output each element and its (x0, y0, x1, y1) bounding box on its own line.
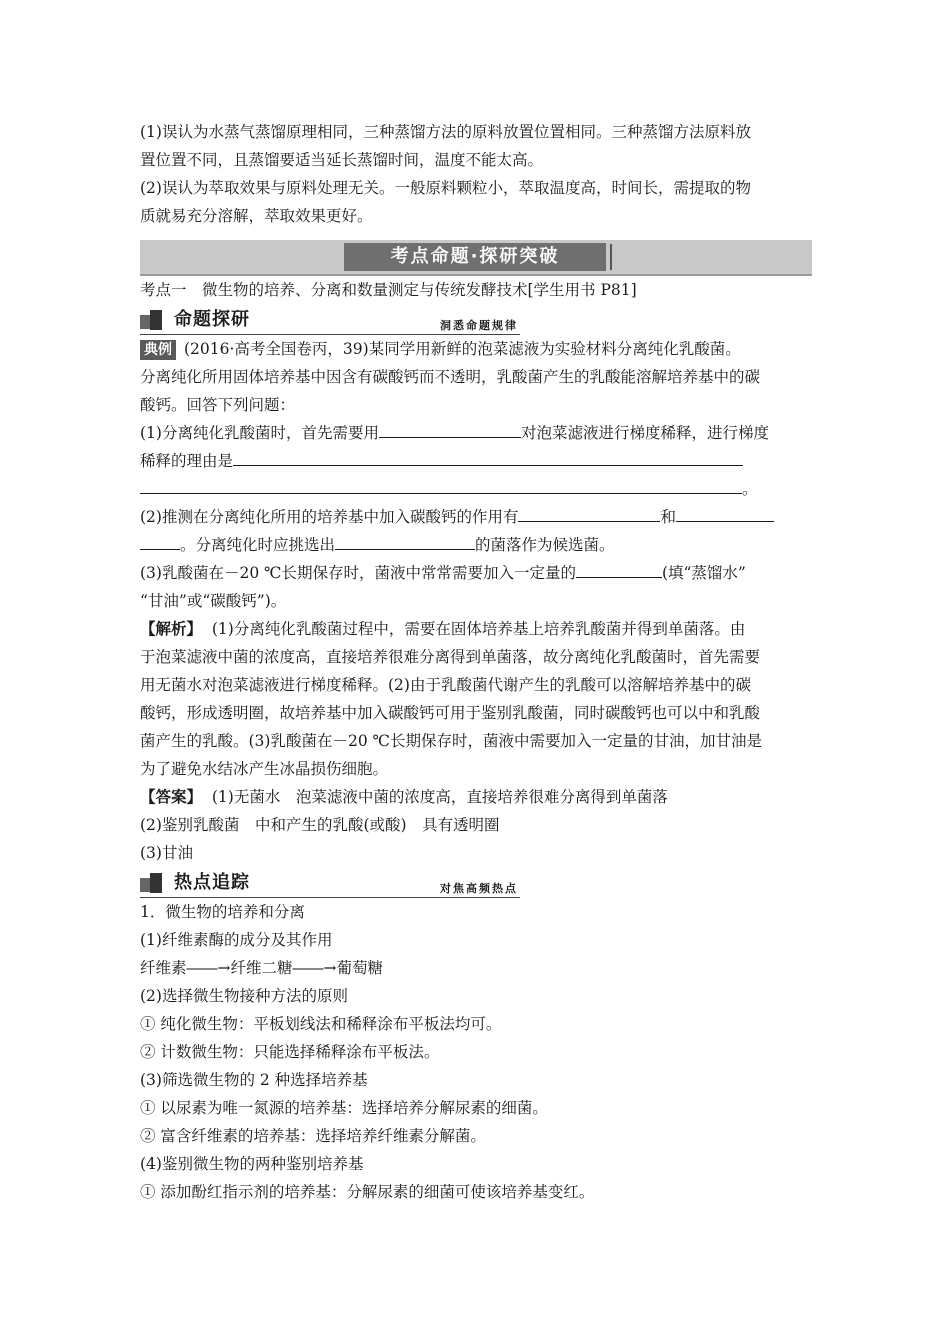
hot-line: (2)选择微生物接种方法的原则 (140, 987, 348, 1005)
banner-title: 考点命题·探研突破 (344, 243, 606, 271)
question-text: (填“蒸馏水” (661, 564, 746, 582)
analysis-line: 用无菌水对泡菜滤液进行梯度稀释。(2)由于乳酸菌代谢产生的乳酸可以溶解培养基中的碳 (140, 676, 751, 694)
answer-blank[interactable] (576, 559, 662, 578)
section-subtitle: 对焦高频热点 (440, 882, 518, 895)
document-page (140, 118, 812, 1206)
example-text: (2016·高考全国卷丙，39)某同学用新鲜的泡菜滤液为实验材料分离纯化乳酸菌。 (184, 340, 741, 358)
section-header-redian (140, 869, 520, 898)
question-1-cont (140, 475, 812, 503)
question-2 (140, 503, 812, 531)
section-title: 命题探研 (174, 309, 250, 330)
question-2-cont (140, 531, 812, 559)
example-badge: 典例 (140, 340, 176, 360)
answer-line (140, 783, 812, 811)
answer-label: 【答案】 (140, 787, 203, 806)
answer-line: (2)鉴别乳酸菌 中和产生的乳酸(或酸) 具有透明圈 (140, 816, 500, 834)
analysis-line (140, 615, 812, 643)
analysis-line: 于泡菜滤液中菌的浓度高，直接培养很难分离得到单菌落，故分离纯化乳酸菌时，首先需要 (140, 648, 761, 666)
question-text: (1)分离纯化乳酸菌时，首先需要用 (140, 424, 379, 442)
intro-line: (2)误认为萃取效果与原料处理无关。一般原料颗粒小，萃取温度高，时间长，需提取的物 (140, 179, 751, 197)
question-text: (3)乳酸菌在－20 ℃长期保存时，菌液中常常需要加入一定量的 (140, 564, 576, 582)
question-1 (140, 419, 812, 447)
question-1-cont (140, 447, 812, 475)
hot-line: 纤维素――→纤维二糖――→葡萄糖 (140, 959, 383, 977)
hot-line: ① 以尿素为唯一氮源的培养基：选择培养分解尿素的细菌。 (140, 1099, 548, 1117)
answer-blank[interactable] (335, 531, 475, 550)
hot-line: ① 添加酚红指示剂的培养基：分解尿素的细菌可使该培养基变红。 (140, 1183, 595, 1201)
question-3-cont: “甘油”或“碳酸钙”)。 (140, 592, 287, 610)
banner-divider (610, 244, 612, 270)
answer-blank[interactable] (140, 475, 742, 494)
square-icon (150, 873, 162, 893)
example-line: 酸钙。回答下列问题： (140, 396, 296, 414)
answer-blank[interactable] (233, 447, 743, 466)
hot-line: (1)纤维素酶的成分及其作用 (140, 931, 333, 949)
analysis-label: 【解析】 (140, 619, 203, 638)
answer-line: (3)甘油 (140, 844, 193, 862)
analysis-line: 为了避免水结冰产生冰晶损伤细胞。 (140, 760, 389, 778)
answer-blank[interactable] (676, 503, 774, 522)
analysis-line: 酸钙，形成透明圈，故培养基中加入碳酸钙可用于鉴别乳酸菌，同时碳酸钙也可以中和乳酸 (140, 704, 761, 722)
question-text: (2)推测在分离纯化所用的培养基中加入碳酸钙的作用有 (140, 508, 519, 526)
intro-line: 质就易充分溶解，萃取效果更好。 (140, 207, 373, 225)
square-icon (150, 310, 162, 330)
kaodian-title: 考点一 微生物的培养、分离和数量测定与传统发酵技术[学生用书 P81] (140, 281, 637, 299)
answer-blank[interactable] (140, 531, 180, 550)
section-header-mingti (140, 306, 520, 335)
hot-line: ② 富含纤维素的培养基：选择培养纤维素分解菌。 (140, 1127, 486, 1145)
question-text: 对泡菜滤液进行梯度稀释，进行梯度 (520, 424, 769, 442)
answer-blank[interactable] (379, 419, 521, 438)
example-line (140, 335, 812, 363)
hot-line: (4)鉴别微生物的两种鉴别培养基 (140, 1155, 364, 1173)
hot-line: ② 计数微生物：只能选择稀释涂布平板法。 (140, 1043, 440, 1061)
question-text: 和 (660, 508, 676, 526)
question-text: 的菌落作为候选菌。 (475, 536, 615, 554)
hot-line: 1．微生物的培养和分离 (140, 903, 305, 921)
section-title: 热点追踪 (174, 872, 250, 893)
example-line: 分离纯化所用固体培养基中因含有碳酸钙而不透明，乳酸菌产生的乳酸能溶解培养基中的碳 (140, 368, 761, 386)
hot-line: ① 纯化微生物：平板划线法和稀释涂布平板法均可。 (140, 1015, 502, 1033)
answer-text: (1)无菌水 泡菜滤液中菌的浓度高，直接培养很难分离得到单菌落 (211, 788, 668, 806)
question-text: 。分离纯化时应挑选出 (180, 536, 336, 554)
analysis-text: (1)分离纯化乳酸菌过程中，需要在固体培养基上培养乳酸菌并得到单菌落。由 (211, 620, 746, 638)
intro-line: 置位置不同，且蒸馏要适当延长蒸馏时间，温度不能太高。 (140, 151, 544, 169)
hot-line: (3)筛选微生物的 2 种选择培养基 (140, 1071, 368, 1089)
question-3 (140, 559, 812, 587)
question-text: 稀释的理由是 (140, 452, 234, 470)
intro-line: (1)误认为水蒸气蒸馏原理相同，三种蒸馏方法的原料放置位置相同。三种蒸馏方法原料放 (140, 123, 751, 141)
question-text: 。 (742, 480, 758, 498)
answer-blank[interactable] (518, 503, 660, 522)
analysis-line: 菌产生的乳酸。(3)乳酸菌在－20 ℃长期保存时，菌液中需要加入一定量的甘油，加甘油是 (140, 732, 762, 750)
section-banner (140, 240, 812, 276)
section-subtitle: 洞悉命题规律 (440, 319, 518, 332)
